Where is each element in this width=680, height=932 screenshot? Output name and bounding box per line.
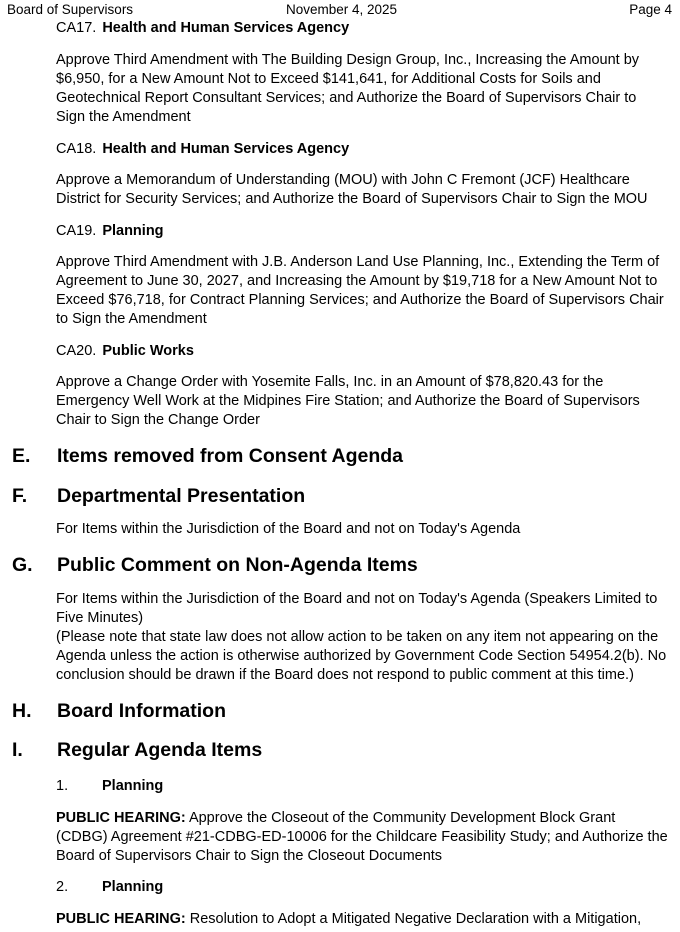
consent-item-text: Approve a Memorandum of Understanding (MOU) with John C Fremont (JCF) Healthcare District for Security Services; and Authorize the Board of Supervisors Chair to Sign the MOU: [56, 172, 648, 207]
item-number: 2.: [56, 879, 69, 895]
section-title: Regular Agenda Items: [57, 739, 263, 761]
section-heading-e: [12, 445, 403, 468]
public-hearing-label: PUBLIC HEARING:: [56, 810, 186, 826]
item-number: 1.: [56, 778, 69, 794]
item-department: Health and Human Services Agency: [102, 20, 350, 36]
section-g-note: (Please note that state law does not allow action to be taken on any item not appearing on the Agenda unless the action is otherwise authorized by Government Code Section 54954.2(b). No conclusion should be drawn if the Board does not respond to public comment at this time.): [56, 629, 667, 683]
section-heading-h: [12, 700, 226, 723]
item-number: CA18.: [56, 141, 97, 157]
section-title: Public Comment on Non-Agenda Items: [57, 554, 418, 576]
item-number: CA20.: [56, 343, 97, 359]
page-header: [7, 2, 672, 20]
consent-item-text: Approve a Change Order with Yosemite Falls, Inc. in an Amount of $78,820.43 for the Emergency Well Work at the Midpines Fire Station; and Authorize the Board of Supervisors Chair to Sign the Change Order: [56, 374, 640, 428]
item-department: Planning: [102, 223, 164, 239]
section-title: Departmental Presentation: [57, 485, 306, 507]
consent-item-text: Approve Third Amendment with The Building Design Group, Inc., Increasing the Amount by $6,950, for a New Amount Not to Exceed $141,641, for Additional Costs for Soils and Geotechnical Report Consultant Services; and Authorize the Board of Supervisors Chair to Sign the Amendment: [56, 52, 640, 125]
item-department: Health and Human Services Agency: [102, 141, 350, 157]
consent-item-heading: [56, 223, 164, 239]
item-number: CA17.: [56, 20, 97, 36]
regular-item-description: Resolution to Adopt a Mitigated Negative Declaration with a Mitigation,: [189, 911, 642, 927]
public-hearing-label: PUBLIC HEARING:: [56, 911, 186, 927]
regular-item-text: [56, 910, 668, 929]
consent-item-heading: [56, 343, 194, 359]
consent-item-heading: [56, 20, 349, 36]
section-letter: G.: [12, 554, 33, 576]
section-letter: E.: [12, 445, 31, 467]
section-g-text: For Items within the Jurisdiction of the Board and not on Today's Agenda (Speakers Limited to Five Minutes): [56, 591, 658, 626]
regular-item-heading: [56, 879, 163, 895]
section-title: Items removed from Consent Agenda: [57, 445, 404, 467]
section-heading-g: [12, 554, 418, 577]
regular-item-heading: [56, 778, 163, 794]
header-page-number: Page 4: [629, 2, 672, 17]
section-title: Board Information: [57, 700, 226, 722]
header-board-name: Board of Supervisors: [7, 2, 134, 17]
section-letter: H.: [12, 700, 32, 722]
item-number: CA19.: [56, 223, 97, 239]
consent-item-heading: [56, 141, 349, 157]
item-department: Planning: [102, 879, 164, 895]
section-heading-f: [12, 485, 305, 508]
section-f-text: For Items within the Jurisdiction of the Board and not on Today's Agenda: [56, 521, 521, 537]
header-date: November 4, 2025: [286, 2, 398, 17]
consent-item-text: Approve Third Amendment with J.B. Anderson Land Use Planning, Inc., Extending the Term of Agreement to June 30, 2027, and Increasing the Amount by $19,718 for a New Amount Not to Exceed $76,718, for Contract Planning Services; and Authorize the Board of Supervisors Chair to Sign the Amendment: [56, 254, 664, 327]
section-heading-i: [12, 739, 262, 762]
regular-item-description: Approve the Closeout of the Community Development Block Grant (CDBG) Agreement #21-CDBG-ED-10006 for the Childcare Feasibility Study; and Authorize the Board of Supervisors Chair to Sign the Closeout Documents: [56, 810, 668, 864]
section-letter: I.: [12, 739, 23, 761]
item-department: Planning: [102, 778, 164, 794]
section-letter: F.: [12, 485, 28, 507]
item-department: Public Works: [102, 343, 194, 359]
regular-item-text: [56, 809, 668, 866]
